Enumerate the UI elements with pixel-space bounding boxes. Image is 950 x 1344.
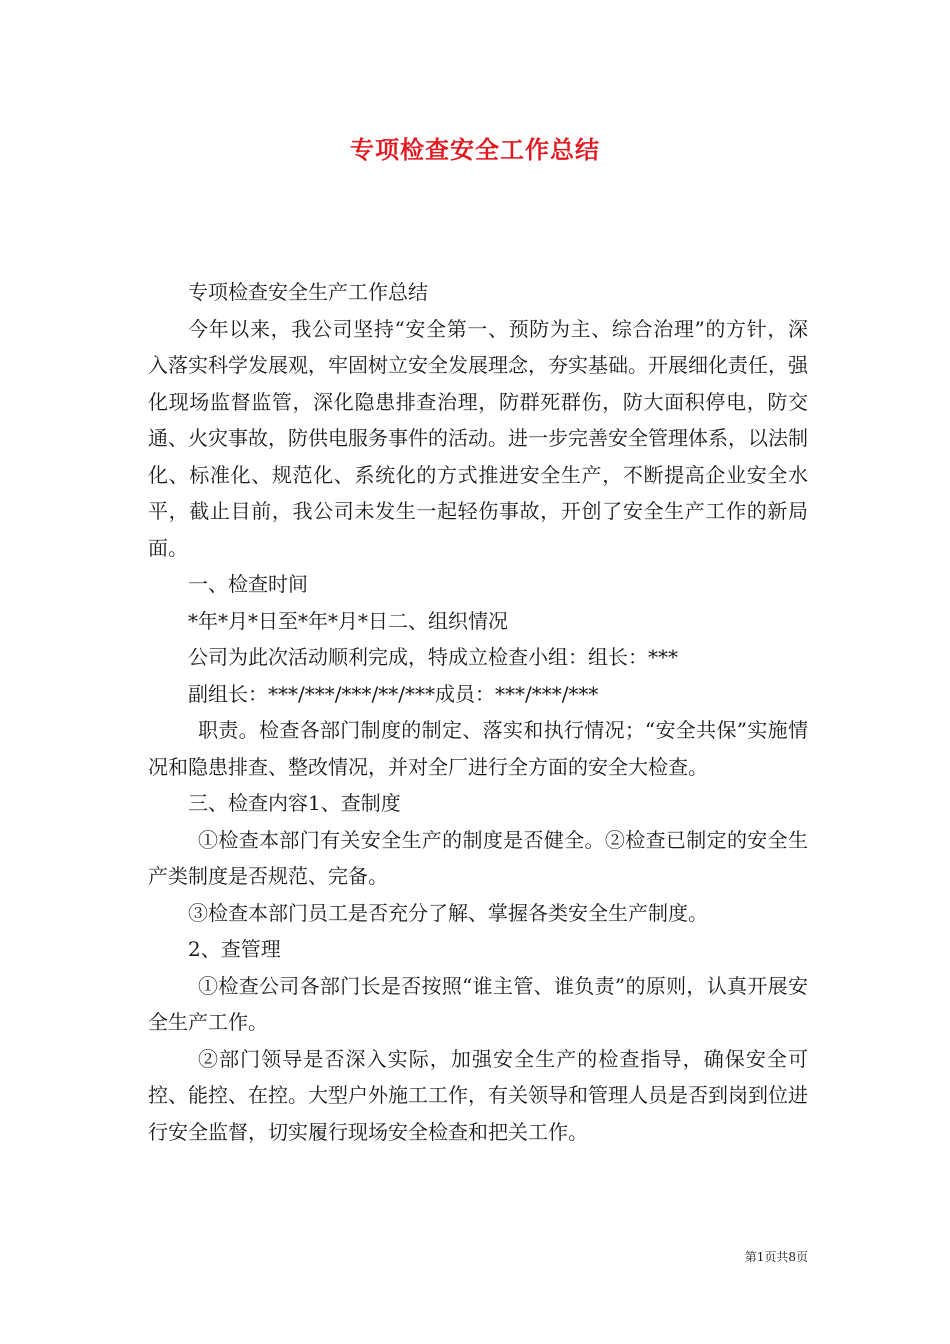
- team-leader-paragraph: 公司为此次活动顺利完成，特成立检查小组：组长：***: [188, 645, 678, 669]
- check-leadership-paragraph: ②部门领导是否深入实际，加强安全生产的检查指导，确保安全可控、能控、在控。大型户外施工工作，有关领导和管理人员是否到岗到位进行安全监督，切实履行现场安全检查和把关工作。: [148, 1046, 808, 1144]
- intro-paragraph: 今年以来，我公司坚持“安全第一、预防为主、综合治理”的方针，深入落实科学发展观，牢固树立安全发展理念，夯实基础。开展细化责任，强化现场监督监管，深化隐患排查治理，防群死群伤，防大面积停电，防交通、火灾事故，防供电服务事件的活动。进一步完善安全管理体系，以法制化、标准化、规范化、系统化的方式推进安全生产，不断提高企业安全水平，截止目前，我公司未发生一起轻伤事故，开创了安全生产工作的新局面。: [148, 316, 808, 560]
- check-department-paragraph: ①检查公司各部门长是否按照“谁主管、谁负责”的原则，认真开展安全生产工作。: [148, 973, 808, 1034]
- check-system-paragraph: ①检查本部门有关安全生产的制度是否健全。②检查已制定的安全生产类制度是否规范、完备。: [148, 827, 808, 888]
- duties-paragraph: 职责。检查各部门制度的制定、落实和执行情况；“安全共保”实施情况和隐患排查、整改情况，并对全厂进行全方面的安全大检查。: [148, 718, 808, 779]
- team-members-paragraph: 副组长：***/***/***/**/***成员：***/***/***: [188, 681, 599, 706]
- page-number: 第1页共8页: [744, 1250, 808, 1264]
- section-heading-time: 一、检查时间: [188, 572, 308, 596]
- section-heading-management: 2、查管理: [188, 937, 281, 961]
- check-staff-paragraph: ③检查本部门员工是否充分了解、掌握各类安全生产制度。: [188, 900, 708, 925]
- subtitle-paragraph: 专项检查安全生产工作总结: [188, 280, 428, 304]
- document-body: [148, 274, 808, 1150]
- document-title: 专项检查安全工作总结: [350, 135, 600, 164]
- section-heading-content: 三、检查内容1、查制度: [188, 791, 401, 815]
- time-range-paragraph: *年*月*日至*年*月*日二、组织情况: [188, 608, 508, 633]
